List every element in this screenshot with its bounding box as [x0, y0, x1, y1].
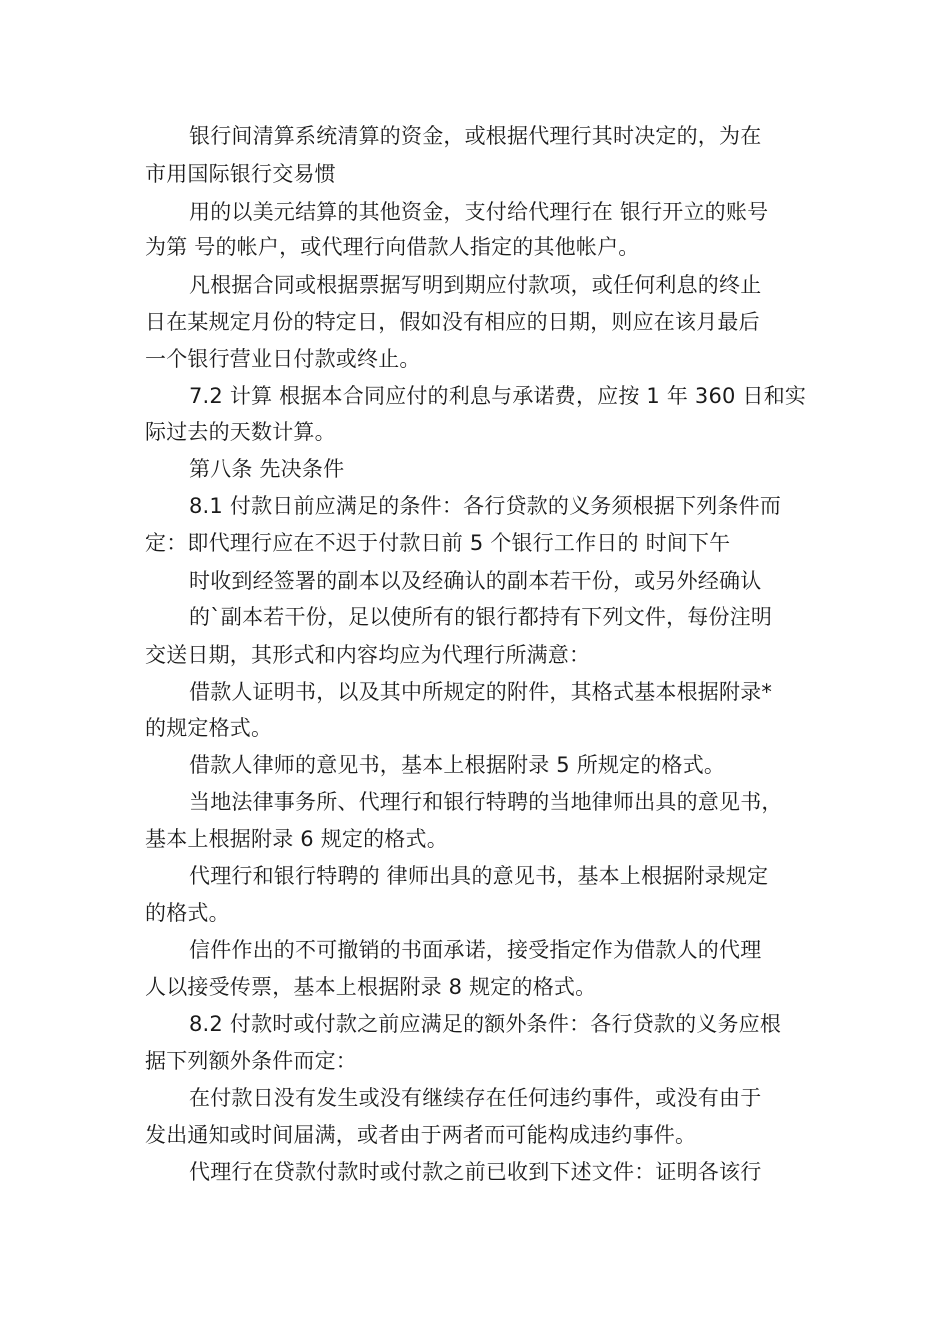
- text-line: 基本上根据附录 6 规定的格式。: [145, 827, 448, 851]
- text-line: 借款人律师的意见书，基本上根据附录 5 所规定的格式。: [189, 753, 726, 777]
- text-line: 代理行在贷款付款时或付款之前已收到下述文件：证明各该行: [189, 1160, 762, 1184]
- text-line: 交送日期，其形式和内容均应为代理行所满意：: [145, 643, 591, 667]
- text-line: 当地法律事务所、代理行和银行特聘的当地律师出具的意见书，: [189, 790, 783, 814]
- text-line: 时收到经签署的副本以及经确认的副本若干份，或另外经确认: [189, 569, 762, 593]
- section-heading: 第八条 先决条件: [189, 457, 345, 481]
- text-line: 日在某规定月份的特定日，假如没有相应的日期，则应在该月最后: [145, 310, 760, 334]
- text-line: 人以接受传票，基本上根据附录 8 规定的格式。: [145, 975, 597, 999]
- text-line: 借款人证明书，以及其中所规定的附件，其格式基本根据附录*: [189, 680, 773, 704]
- text-line: 用的以美元结算的其他资金，支付给代理行在 银行开立的账号: [189, 200, 769, 224]
- text-line: 信件作出的不可撤销的书面承诺，接受指定作为借款人的代理: [189, 938, 762, 962]
- text-line: 的格式。: [145, 901, 230, 925]
- text-line: 代理行和银行特聘的 律师出具的意见书，基本上根据附录规定: [189, 864, 769, 888]
- text-line: 凡根据合同或根据票据写明到期应付款项，或任何利息的终止: [189, 273, 762, 297]
- text-line: 8.2 付款时或付款之前应满足的额外条件：各行贷款的义务应根: [189, 1012, 782, 1036]
- text-line: 8.1 付款日前应满足的条件：各行贷款的义务须根据下列条件而: [189, 494, 782, 518]
- text-line: 银行间清算系统清算的资金，或根据代理行其时决定的，为在: [189, 124, 762, 148]
- text-line: 的`副本若干份，足以使所有的银行都持有下列文件，每份注明: [189, 605, 773, 629]
- text-line: 定：即代理行应在不迟于付款日前 5 个银行工作日的 时间下午: [145, 531, 731, 555]
- text-line: 发出通知或时间届满，或者由于两者而可能构成违约事件。: [145, 1123, 697, 1147]
- text-line: 为第 号的帐户，或代理行向借款人指定的其他帐户。: [145, 235, 640, 259]
- text-line: 市用国际银行交易惯: [145, 162, 336, 186]
- text-line: 在付款日没有发生或没有继续存在任何违约事件，或没有由于: [189, 1086, 762, 1110]
- text-line: 的规定格式。: [145, 716, 273, 740]
- text-line: 一个银行营业日付款或终止。: [145, 347, 421, 371]
- text-line: 7.2 计算 根据本合同应付的利息与承诺费，应按 1 年 360 日和实: [189, 384, 807, 408]
- text-line: 据下列额外条件而定：: [145, 1049, 357, 1073]
- text-line: 际过去的天数计算。: [145, 420, 336, 444]
